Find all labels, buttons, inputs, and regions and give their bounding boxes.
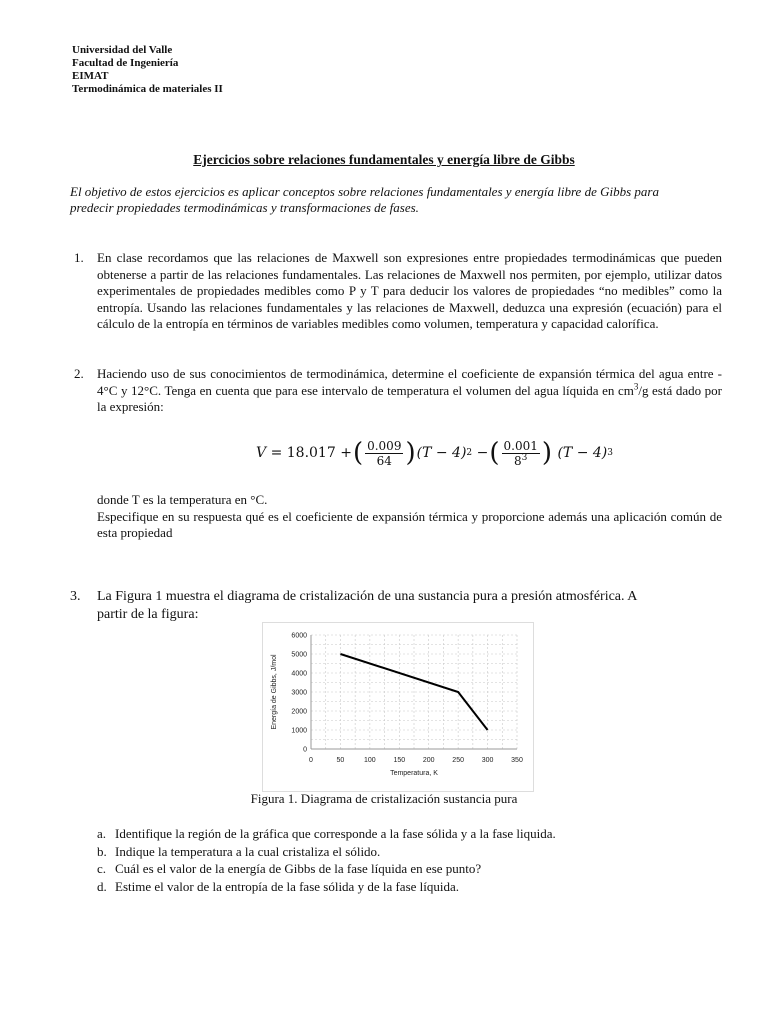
exercise-3-parts bbox=[97, 825, 556, 895]
y-tick-label: 3000 bbox=[291, 689, 307, 697]
exercise-number: 1. bbox=[74, 250, 84, 265]
header-school: EIMAT bbox=[72, 70, 109, 82]
exercise-3-line-2: partir de la figura: bbox=[97, 607, 199, 622]
exercise-3-line-1: La Figura 1 muestra el diagrama de cristalización de una sustancia pura a presión atmosférica. A bbox=[97, 589, 638, 604]
list-item: a. Identifique la región de la gráfica que corresponde a la fase sólida y a la fase liquida. bbox=[97, 826, 556, 841]
document-title: Ejercicios sobre relaciones fundamentales y energía libre de Gibbs bbox=[193, 152, 575, 167]
temperature-note: donde T es la temperatura en °C. bbox=[97, 492, 268, 507]
gibbs-chart bbox=[262, 622, 534, 792]
y-tick-label: 4000 bbox=[291, 670, 307, 678]
figure-caption: Figura 1. Diagrama de cristalización sustancia pura bbox=[250, 791, 518, 806]
fraction-2: $\frac{0.001}{8^3}$ bbox=[503, 438, 538, 468]
objective-paragraph: El objetivo de estos ejercicios es aplicar conceptos sobre relaciones fundamentales y energía libre de Gibbs para predecir propiedades termodinámicas y transformaciones de fases. bbox=[70, 184, 659, 215]
exercise-2-continued bbox=[70, 492, 722, 542]
y-tick-label: 1000 bbox=[291, 727, 307, 735]
list-item: b. Indique la temperatura a la cual cristaliza el sólido. bbox=[97, 843, 381, 859]
specify-instruction: Especifique en su respuesta qué es el coeficiente de expansión térmica y proporcione además una aplicación común de esta propiedad bbox=[97, 508, 722, 540]
x-tick-label: 350 bbox=[511, 757, 523, 764]
y-axis-label: Energía de Gibbs, J/mol bbox=[271, 654, 278, 730]
volume-formula: V = 18.017 + ( $\frac{0.009}{64}$ ) (T − 4) 2 − ( $\frac{0.001}{8^3}$ ) (T − 4) 3 bbox=[256, 438, 614, 468]
x-tick-label: 0 bbox=[309, 757, 313, 764]
x-tick-label: 250 bbox=[452, 757, 464, 764]
exercise-text: Haciendo uso de sus conocimientos de termodinámica, determine el coeficiente de expansión térmica del agua entre - 4°C y 12°C. Tenga en cuenta que para ese intervalo de temperatura el volumen del agua líquida en $cm^3/g$ está dado por la expresión: bbox=[97, 366, 722, 414]
list-item: d. Estime el valor de la entropía de la fase sólida y de la fase líquida. bbox=[97, 878, 460, 894]
header-faculty: Facultad de Ingeniería bbox=[72, 57, 179, 69]
fraction-1: $\frac{0.009}{64}$ bbox=[367, 438, 402, 468]
x-tick-label: 150 bbox=[393, 757, 406, 764]
exercise-number: 2. bbox=[74, 366, 84, 381]
list-item: c. Cuál es el valor de la energía de Gibbs de la fase líquida en ese punto? bbox=[97, 861, 482, 876]
y-tick-label: 0 bbox=[303, 746, 307, 754]
x-axis-label: Temperatura, K bbox=[390, 770, 438, 777]
y-tick-label: 2000 bbox=[291, 708, 307, 716]
header-university: Universidad del Valle bbox=[72, 44, 173, 56]
exercise-text: En clase recordamos que las relaciones de Maxwell son expresiones entre propiedades termodinámicas que pueden obtenerse a partir de las relaciones fundamentales. Las relaciones de Maxwell nos permiten, por ejemplo, utilizar datos experimentales de propiedades medibles como P y T para deducir los valores de propiedades “no medibles” como la entropía. Usando las relaciones fundamentales y las relaciones de Maxwell, deduzca una expresión (ecuación) para el cálculo de la entropía en términos de variables medibles como volumen, temperatura y capacidad calorífica. bbox=[97, 250, 722, 331]
chart-svg bbox=[263, 623, 533, 791]
x-tick-label: 200 bbox=[422, 757, 435, 764]
exercise-2 bbox=[70, 366, 722, 416]
exercise-1 bbox=[70, 250, 722, 333]
y-tick-label: 6000 bbox=[291, 632, 307, 640]
x-tick-label: 300 bbox=[481, 757, 494, 764]
y-tick-label: 5000 bbox=[291, 651, 307, 659]
institution-header bbox=[72, 44, 223, 96]
x-tick-label: 100 bbox=[364, 757, 376, 764]
header-course: Termodinámica de materiales II bbox=[72, 83, 223, 95]
x-tick-label: 50 bbox=[336, 757, 345, 764]
exercise-number: 3. bbox=[70, 589, 81, 604]
